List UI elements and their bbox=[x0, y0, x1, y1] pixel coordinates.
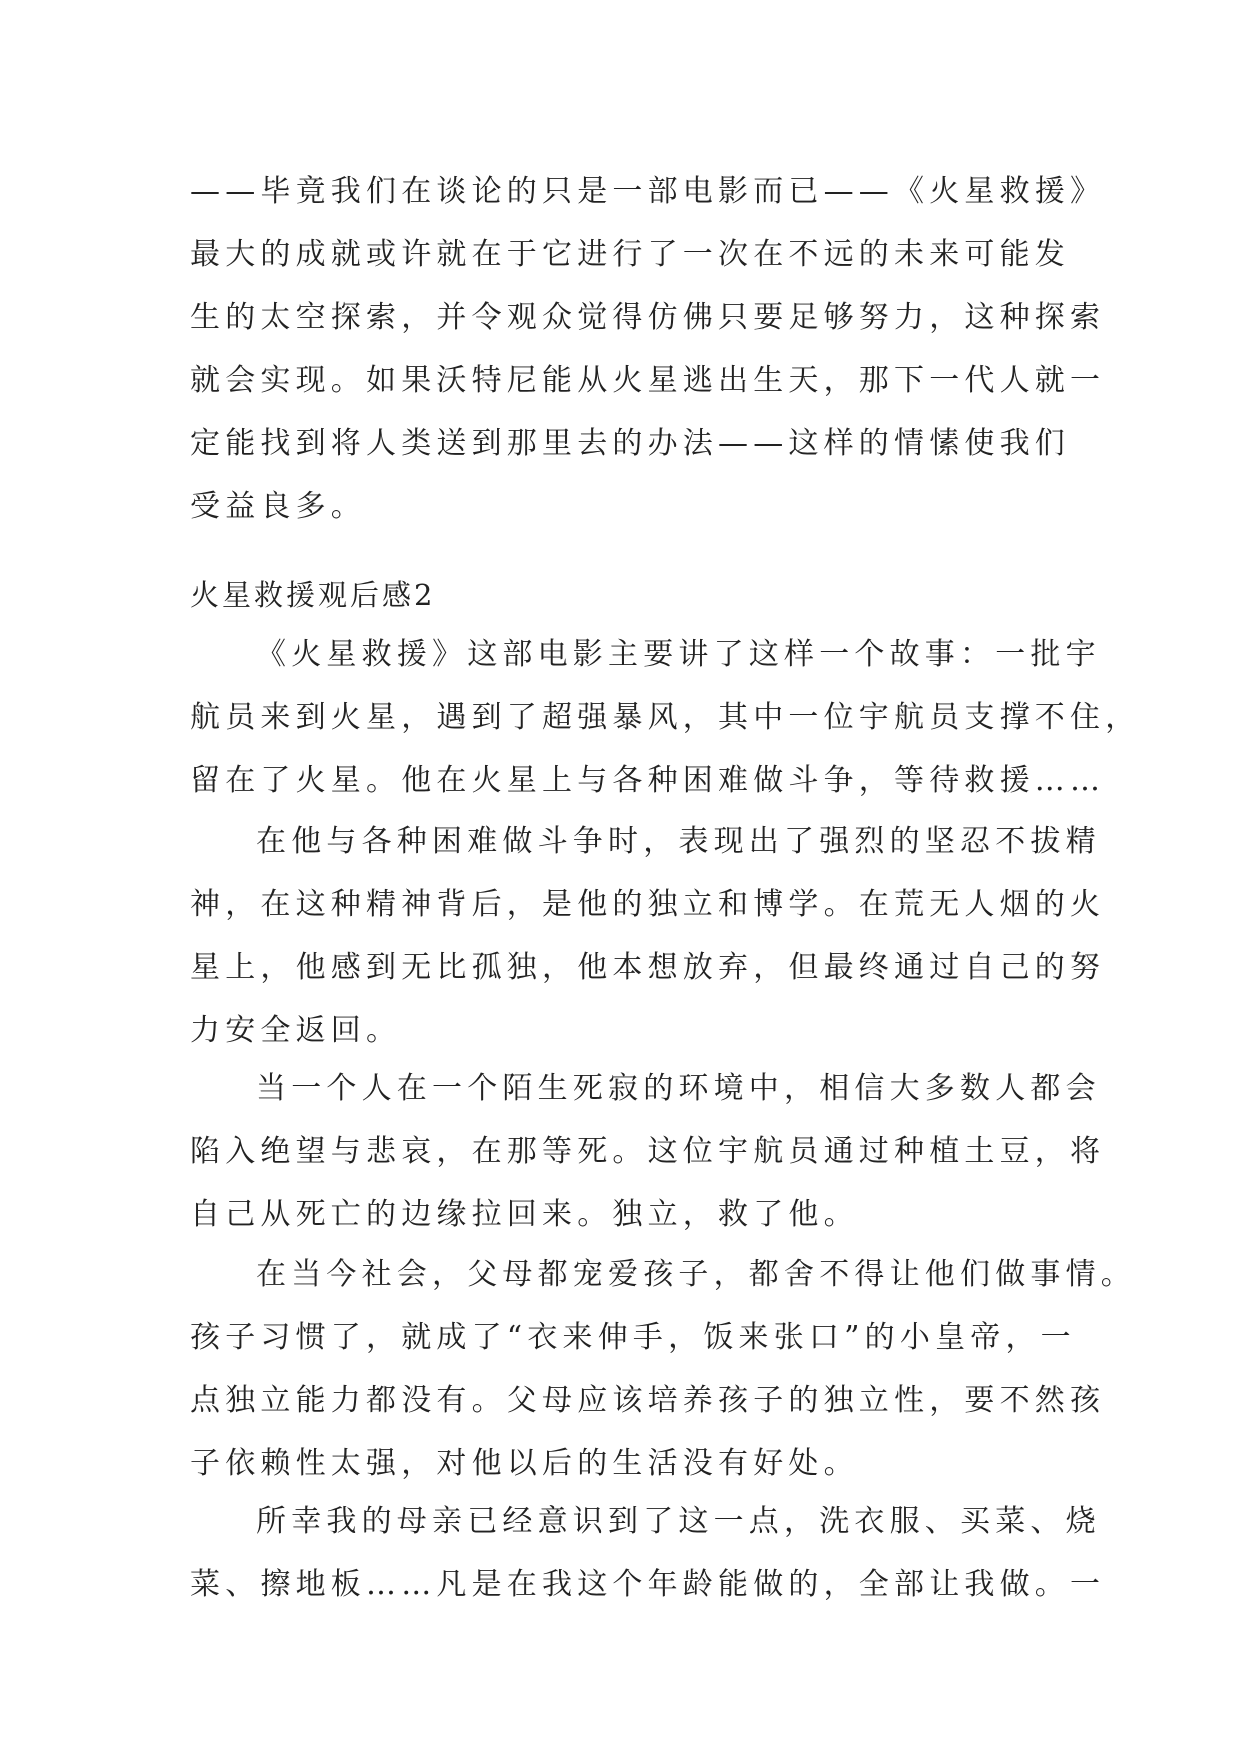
text-line: 在他与各种困难做斗争时，表现出了强烈的坚忍不拔精 bbox=[256, 824, 1101, 859]
paragraph-4 bbox=[190, 1243, 1136, 1495]
text-line: 航员来到火星，遇到了超强暴风，其中一位宇航员支撑不住， bbox=[190, 700, 1141, 735]
text-line: 定能找到将人类送到那里去的办法——这样的情愫使我们 bbox=[190, 426, 1070, 461]
paragraph-1 bbox=[190, 623, 1141, 812]
text-line: 点独立能力都没有。父母应该培养孩子的独立性，要不然孩 bbox=[190, 1383, 1106, 1418]
paragraph-5 bbox=[190, 1490, 1106, 1616]
text-line: 《火星救援》这部电影主要讲了这样一个故事：一批宇 bbox=[256, 637, 1101, 672]
text-line: 生的太空探索，并令观众觉得仿佛只要足够努力，这种探索 bbox=[190, 300, 1106, 335]
text-line: 陷入绝望与悲哀，在那等死。这位宇航员通过种植土豆，将 bbox=[190, 1134, 1106, 1169]
text-line: 星上，他感到无比孤独，他本想放弃，但最终通过自己的努 bbox=[190, 950, 1106, 985]
intro-paragraph bbox=[190, 160, 1106, 538]
text-line: 最大的成就或许就在于它进行了一次在不远的未来可能发 bbox=[190, 237, 1070, 272]
paragraph-2 bbox=[190, 810, 1106, 1062]
text-line: 孩子习惯了，就成了“衣来伸手，饭来张口”的小皇帝，一 bbox=[190, 1320, 1076, 1355]
paragraph-3 bbox=[190, 1057, 1106, 1246]
text-line: ——毕竟我们在谈论的只是一部电影而已——《火星救援》 bbox=[190, 174, 1106, 209]
text-line: 自己从死亡的边缘拉回来。独立，救了他。 bbox=[190, 1197, 859, 1232]
section-heading bbox=[190, 565, 1060, 625]
text-line: 力安全返回。 bbox=[190, 1013, 402, 1048]
text-line: 所幸我的母亲已经意识到了这一点，洗衣服、买菜、烧 bbox=[256, 1504, 1101, 1539]
text-line: 在当今社会，父母都宠爱孩子，都舍不得让他们做事情。 bbox=[256, 1257, 1136, 1292]
text-line: 留在了火星。他在火星上与各种困难做斗争，等待救援…… bbox=[190, 763, 1106, 798]
text-line: 就会实现。如果沃特尼能从火星逃出生天，那下一代人就一 bbox=[190, 363, 1106, 398]
section-title: 火星救援观后感2 bbox=[190, 578, 436, 612]
text-line: 神，在这种精神背后，是他的独立和博学。在荒无人烟的火 bbox=[190, 887, 1106, 922]
text-line: 子依赖性太强，对他以后的生活没有好处。 bbox=[190, 1446, 859, 1481]
text-line: 菜、擦地板……凡是在我这个年龄能做的，全部让我做。一 bbox=[190, 1567, 1106, 1602]
text-line: 受益良多。 bbox=[190, 489, 366, 524]
text-line: 当一个人在一个陌生死寂的环境中，相信大多数人都会 bbox=[256, 1071, 1101, 1106]
